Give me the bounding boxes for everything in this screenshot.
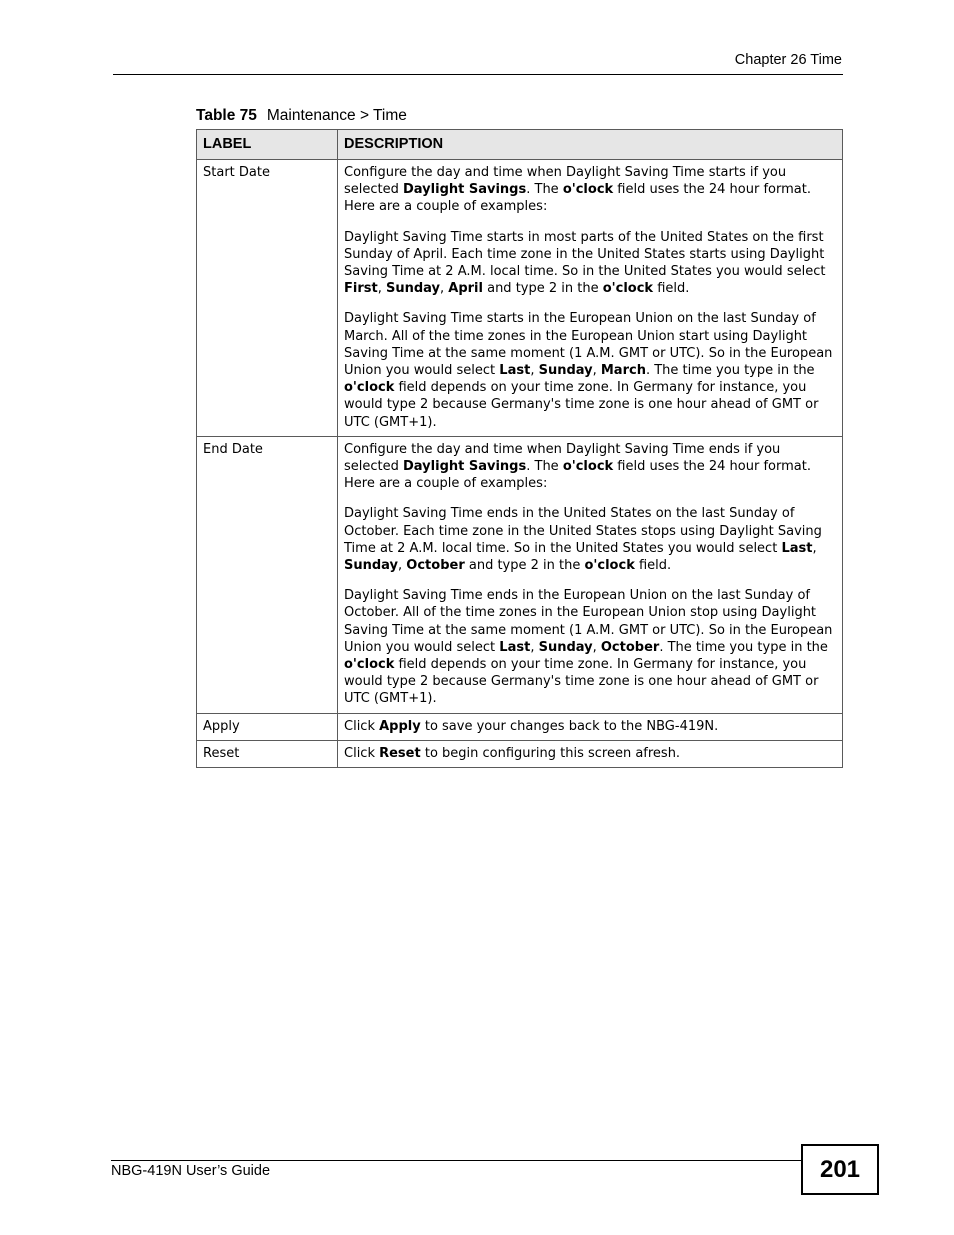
description-text: , [530, 639, 539, 655]
table-caption-title: Maintenance > Time [266, 107, 407, 124]
description-paragraph [344, 745, 836, 762]
column-header-description: DESCRIPTION [338, 130, 843, 160]
field-name-emphasis: Daylight Savings [403, 459, 527, 475]
table-body [197, 160, 843, 768]
row-description [338, 713, 843, 740]
description-text: Click [344, 745, 380, 761]
field-name-emphasis: First [344, 281, 378, 297]
description-text: and type 2 in the [482, 281, 603, 297]
field-name-emphasis: Last [781, 540, 813, 556]
description-text: field. [653, 281, 690, 297]
row-label: Reset [197, 740, 338, 767]
table-row [197, 160, 843, 437]
field-name-emphasis: October [600, 639, 660, 655]
row-label: End Date [197, 436, 338, 713]
footer-guide-title: NBG-419N User’s Guide [111, 1160, 801, 1179]
description-text: Daylight Saving Time starts in most parts of the United States on the first Sunday of April. Each time zone in the United States starts using Daylight Saving Time at 2 A.M. local time. So in the United States you would select [344, 229, 826, 280]
description-text: Daylight Saving Time ends in the European Union on the last Sunday of October. All of the time zones in the European Union stop using Daylight Saving Time at the same moment (1 A.M. GMT or UTC). So in the European Union you would select [344, 588, 833, 655]
description-text: , [530, 363, 539, 379]
description-text: . The time you type in the [659, 639, 828, 655]
field-name-emphasis: April [448, 281, 483, 297]
table-header-row [197, 130, 843, 160]
field-name-emphasis: Sunday [385, 281, 440, 297]
description-text: field depends on your time zone. In Germany for instance, you would type 2 because Germany's time zone is one hour ahead of GMT or UTC (GMT+1). [344, 657, 819, 707]
field-name-emphasis: Reset [379, 745, 421, 761]
field-name-emphasis: Sunday [538, 639, 593, 655]
field-name-emphasis: Sunday [344, 558, 399, 574]
description-text: field. [634, 558, 672, 574]
description-text: Daylight Saving Time starts in the European Union on the last Sunday of March. All of the time zones in the European Union start using Daylight Saving Time at the same moment (1 A.M. GMT or UTC). So in the European Union you would select [344, 311, 833, 379]
description-paragraph [344, 310, 836, 430]
description-text: to begin configuring this screen afresh. [420, 745, 681, 761]
description-paragraph [344, 164, 836, 216]
description-text: , [398, 558, 407, 574]
description-text: , [440, 281, 449, 297]
row-description [338, 436, 843, 713]
description-text: Configure the day and time when Daylight Saving Time starts if you selected [344, 165, 787, 198]
description-text: , [812, 540, 817, 556]
description-paragraph [344, 441, 836, 493]
field-name-emphasis: Last [499, 363, 531, 379]
row-label: Apply [197, 713, 338, 740]
field-name-emphasis: o'clock [584, 558, 635, 574]
description-text: Configure the day and time when Daylight Saving Time ends if you selected [344, 441, 781, 475]
description-text: and type 2 in the [464, 558, 585, 574]
description-text: , [592, 639, 601, 655]
description-paragraph [344, 505, 836, 574]
table-row [197, 713, 843, 740]
table-row [197, 740, 843, 767]
row-label: Start Date [197, 160, 338, 437]
row-description [338, 740, 843, 767]
page-number: 201 [801, 1144, 879, 1195]
field-name-emphasis: o'clock [344, 380, 395, 396]
description-text: to save your changes back to the NBG-419N. [420, 718, 719, 734]
field-name-emphasis: o'clock [344, 657, 395, 673]
table-row [197, 436, 843, 713]
description-paragraph [344, 587, 836, 707]
row-description [338, 160, 843, 437]
description-text: field uses the 24 hour format. Here are a couple of examples: [344, 459, 811, 492]
description-text: . The time you type in the [645, 363, 815, 379]
description-text: , [377, 281, 386, 297]
field-name-emphasis: o'clock [562, 182, 614, 198]
field-name-emphasis: October [406, 558, 465, 574]
description-text: . The [526, 182, 563, 198]
field-name-emphasis: March [600, 363, 646, 379]
description-paragraph [344, 229, 836, 298]
field-name-emphasis: Apply [379, 718, 421, 734]
field-name-emphasis: Last [499, 639, 531, 655]
table-caption-number: Table 75 [196, 107, 257, 124]
description-text: . The [526, 459, 563, 475]
table-caption [196, 107, 407, 125]
description-paragraph [344, 718, 836, 735]
description-text: field uses the 24 hour format. Here are a couple of examples: [344, 182, 811, 215]
chapter-header [113, 51, 843, 75]
chapter-title: Chapter 26 Time [734, 52, 842, 68]
description-text: Click [344, 718, 380, 734]
maintenance-time-table [196, 129, 843, 768]
field-name-emphasis: Daylight Savings [403, 182, 527, 198]
field-name-emphasis: o'clock [562, 459, 614, 475]
field-name-emphasis: Sunday [538, 363, 593, 379]
description-text: Daylight Saving Time ends in the United States on the last Sunday of October. Each time zone in the United States stops using Daylight Saving Time at 2 A.M. local time. So in the United States you would select [344, 506, 822, 556]
description-text: field depends on your time zone. In Germany for instance, you would type 2 because Germany's time zone is one hour ahead of GMT or UTC (GMT+1). [344, 380, 819, 430]
description-text: , [592, 363, 601, 379]
field-name-emphasis: o'clock [602, 281, 654, 297]
column-header-label: LABEL [197, 130, 338, 160]
